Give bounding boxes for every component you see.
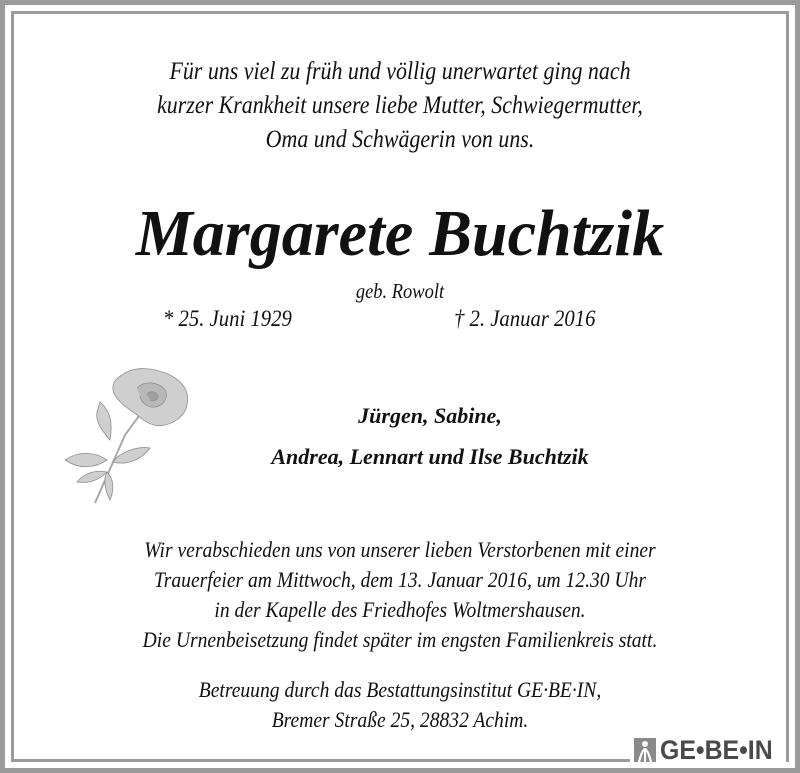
- family-line: Jürgen, Sabine,: [358, 403, 502, 428]
- service-line: Trauerfeier am Mittwoch, dem 13. Januar 2016, um 12.30 Uhr: [153, 567, 647, 592]
- gebein-logo-icon: [634, 738, 656, 762]
- rose-icon: [55, 360, 205, 510]
- intro-line: kurzer Krankheit unsere liebe Mutter, Schwiegermutter,: [157, 90, 643, 119]
- intro-line: Oma und Schwägerin von uns.: [265, 124, 535, 153]
- life-dates: [0, 306, 800, 340]
- intro-line: Für uns viel zu früh und völlig unerwartet ging nach: [169, 56, 631, 85]
- family-line: Andrea, Lennart und Ilse Buchtzik: [271, 444, 589, 469]
- deceased-name: Margarete Buchtzik: [135, 197, 665, 270]
- gebein-logo: [630, 735, 786, 765]
- death-date: † 2. Januar 2016: [454, 306, 596, 331]
- funeral-home-text: [52, 675, 748, 735]
- maiden-name: geb. Rowolt: [355, 279, 445, 303]
- service-line: Wir verabschieden uns von unserer lieben Verstorbenen mit einer: [144, 537, 656, 562]
- funeral-home-line: Betreuung durch das Bestattungsinstitut GE·BE·IN,: [198, 677, 602, 702]
- birth-date: * 25. Juni 1929: [163, 306, 292, 331]
- service-text: [52, 535, 748, 655]
- service-line: Die Urnenbeisetzung findet später im engsten Familienkreis statt.: [142, 627, 658, 652]
- funeral-home-line: Bremer Straße 25, 28832 Achim.: [271, 707, 529, 732]
- service-line: in der Kapelle des Friedhofes Woltmershausen.: [214, 597, 586, 622]
- intro-text: [56, 54, 744, 156]
- logo-text: GE•BE•IN: [659, 734, 773, 765]
